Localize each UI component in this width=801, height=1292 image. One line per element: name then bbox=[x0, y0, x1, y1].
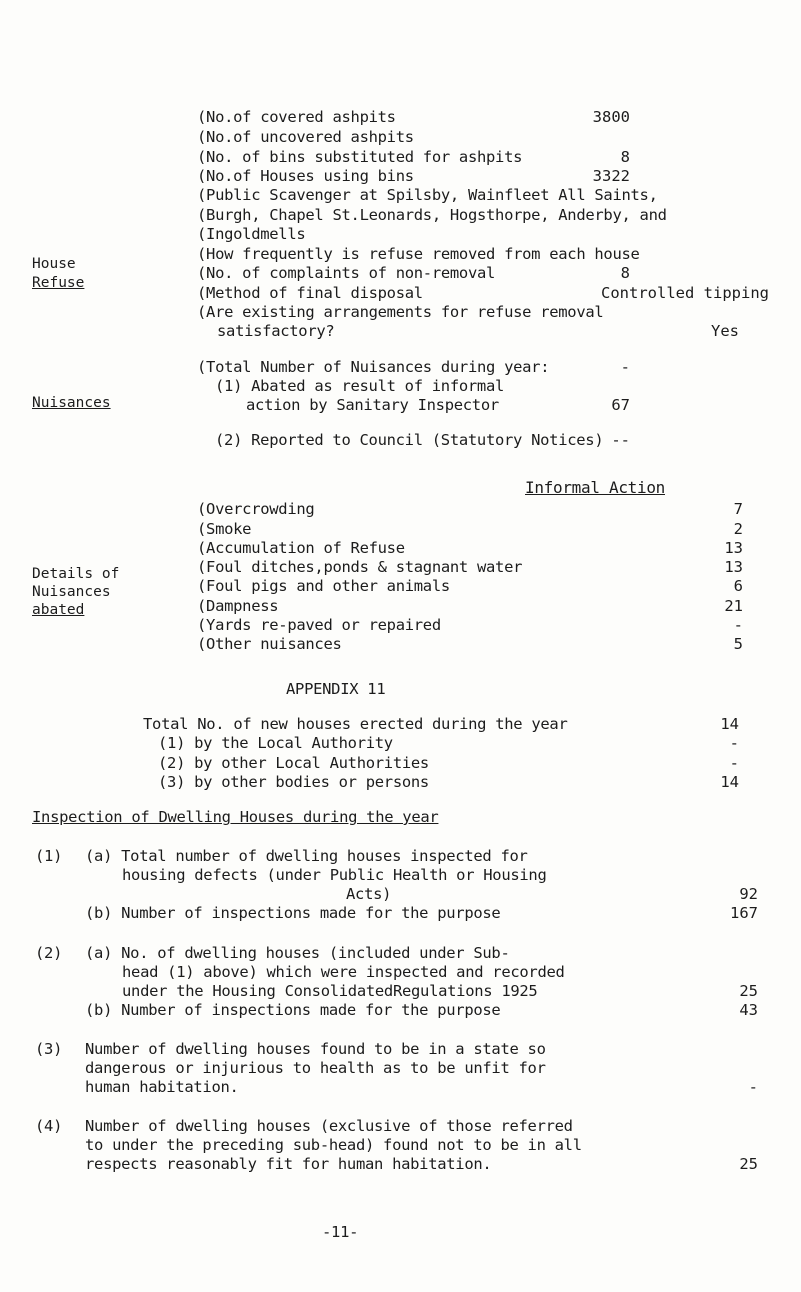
inspection-item-line: human habitation. bbox=[85, 1078, 239, 1096]
inspection-heading: Inspection of Dwelling Houses during the year bbox=[32, 808, 439, 826]
appendix-total-value: 14 bbox=[720, 715, 739, 733]
inspection-item-value: 167 bbox=[730, 904, 758, 922]
inspection-item-line: (a) No. of dwelling houses (included under Sub- bbox=[85, 944, 510, 962]
appendix-row-value: - bbox=[729, 754, 739, 772]
refuse-row-label: (Public Scavenger at Spilsby, Wainfleet All Saints, bbox=[197, 186, 658, 204]
inspection-item-line: head (1) above) which were inspected and recorded bbox=[122, 963, 565, 981]
refuse-row-label: (Are existing arrangements for refuse removal bbox=[197, 303, 604, 321]
refuse-row-label: (No.of covered ashpits bbox=[197, 108, 396, 126]
refuse-row-label: (No. of complaints of non-removal bbox=[197, 264, 496, 282]
details-row-label: (Yards re-paved or repaired bbox=[197, 616, 441, 634]
refuse-row-value: 8 bbox=[620, 264, 630, 282]
refuse-row-label: (How frequently is refuse removed from each house bbox=[197, 245, 640, 263]
refuse-row-value: Controlled tipping bbox=[601, 284, 769, 302]
details-row-value: 5 bbox=[733, 635, 743, 653]
details-row-value: 21 bbox=[724, 597, 743, 615]
side-label-house: House bbox=[32, 256, 76, 272]
inspection-item-line: to under the preceding sub-head) found not to be in all bbox=[85, 1136, 582, 1154]
side-label-nuisances: Nuisances bbox=[32, 395, 111, 411]
details-row-label: (Dampness bbox=[197, 597, 279, 615]
side-label-details: Details of bbox=[32, 566, 120, 582]
inspection-item-number: (4) bbox=[35, 1117, 63, 1135]
informal-action-header: Informal Action bbox=[525, 478, 665, 497]
inspection-item-line: (b) Number of inspections made for the purpose bbox=[85, 1001, 501, 1019]
inspection-item-line: Acts) bbox=[346, 885, 392, 903]
inspection-item-line: (b) Number of inspections made for the purpose bbox=[85, 904, 501, 922]
appendix-row-label: (2) by other Local Authorities bbox=[158, 754, 429, 772]
refuse-row-value: 8 bbox=[620, 148, 630, 166]
details-row-label: (Foul ditches,ponds & stagnant water bbox=[197, 558, 523, 576]
refuse-row-label: (No.of Houses using bins bbox=[197, 167, 414, 185]
details-row-label: (Smoke bbox=[197, 520, 252, 538]
inspection-item-line: Number of dwelling houses (exclusive of those referred bbox=[85, 1117, 573, 1135]
appendix-total-line: Total No. of new houses erected during the year bbox=[143, 715, 568, 733]
side-label-refuse: Refuse bbox=[32, 275, 85, 291]
appendix-row-label: (3) by other bodies or persons bbox=[158, 773, 429, 791]
inspection-item-number: (2) bbox=[35, 944, 63, 962]
inspection-item-number: (1) bbox=[35, 847, 63, 865]
refuse-row-label: (Burgh, Chapel St.Leonards, Hogsthorpe, Anderby, and bbox=[197, 206, 667, 224]
details-row-value: - bbox=[733, 616, 743, 634]
nuisances-action-value: 67 bbox=[611, 396, 630, 414]
details-row-value: 13 bbox=[724, 539, 743, 557]
details-row-label: (Overcrowding bbox=[197, 500, 315, 518]
inspection-item-line: under the Housing ConsolidatedRegulations 1925 bbox=[122, 982, 538, 1000]
refuse-row-label: satisfactory? bbox=[217, 322, 335, 340]
inspection-item-number: (3) bbox=[35, 1040, 63, 1058]
nuisances-reported-value: -- bbox=[611, 431, 630, 449]
appendix-row-value: 14 bbox=[720, 773, 739, 791]
refuse-row-label: (No. of bins substituted for ashpits bbox=[197, 148, 523, 166]
side-label-nuisances-2: Nuisances bbox=[32, 584, 111, 600]
nuisances-abated-line: (1) Abated as result of informal bbox=[215, 377, 505, 395]
inspection-item-line: Number of dwelling houses found to be in a state so bbox=[85, 1040, 546, 1058]
page-number: -11- bbox=[322, 1223, 359, 1241]
nuisances-action-line: action by Sanitary Inspector bbox=[246, 396, 499, 414]
details-row-label: (Foul pigs and other animals bbox=[197, 577, 450, 595]
refuse-row-value: 3322 bbox=[592, 167, 630, 185]
inspection-item-value: 25 bbox=[739, 982, 758, 1000]
inspection-item-line: (a) Total number of dwelling houses inspected for bbox=[85, 847, 528, 865]
inspection-item-value: - bbox=[748, 1078, 758, 1096]
appendix-title: APPENDIX 11 bbox=[286, 680, 386, 698]
side-label-abated: abated bbox=[32, 602, 85, 618]
details-row-value: 13 bbox=[724, 558, 743, 576]
inspection-item-value: 43 bbox=[739, 1001, 758, 1019]
refuse-row-label: (Ingoldmells bbox=[197, 225, 306, 243]
inspection-item-line: respects reasonably fit for human habitation. bbox=[85, 1155, 492, 1173]
refuse-row-label: (No.of uncovered ashpits bbox=[197, 128, 414, 146]
inspection-item-line: dangerous or injurious to health as to be unfit for bbox=[85, 1059, 546, 1077]
details-row-value: 2 bbox=[733, 520, 743, 538]
details-row-label: (Other nuisances bbox=[197, 635, 342, 653]
details-row-label: (Accumulation of Refuse bbox=[197, 539, 405, 557]
appendix-row-label: (1) by the Local Authority bbox=[158, 734, 393, 752]
inspection-item-value: 92 bbox=[739, 885, 758, 903]
refuse-row-value: Yes bbox=[711, 322, 739, 340]
details-row-value: 6 bbox=[733, 577, 743, 595]
inspection-item-line: housing defects (under Public Health or Housing bbox=[122, 866, 547, 884]
nuisances-total-value: - bbox=[620, 358, 630, 376]
inspection-item-value: 25 bbox=[739, 1155, 758, 1173]
refuse-row-value: 3800 bbox=[592, 108, 630, 126]
nuisances-reported-line: (2) Reported to Council (Statutory Notices) bbox=[215, 431, 604, 449]
details-row-value: 7 bbox=[733, 500, 743, 518]
nuisances-total-line: (Total Number of Nuisances during year: bbox=[197, 358, 550, 376]
refuse-row-label: (Method of final disposal bbox=[197, 284, 423, 302]
appendix-row-value: - bbox=[729, 734, 739, 752]
